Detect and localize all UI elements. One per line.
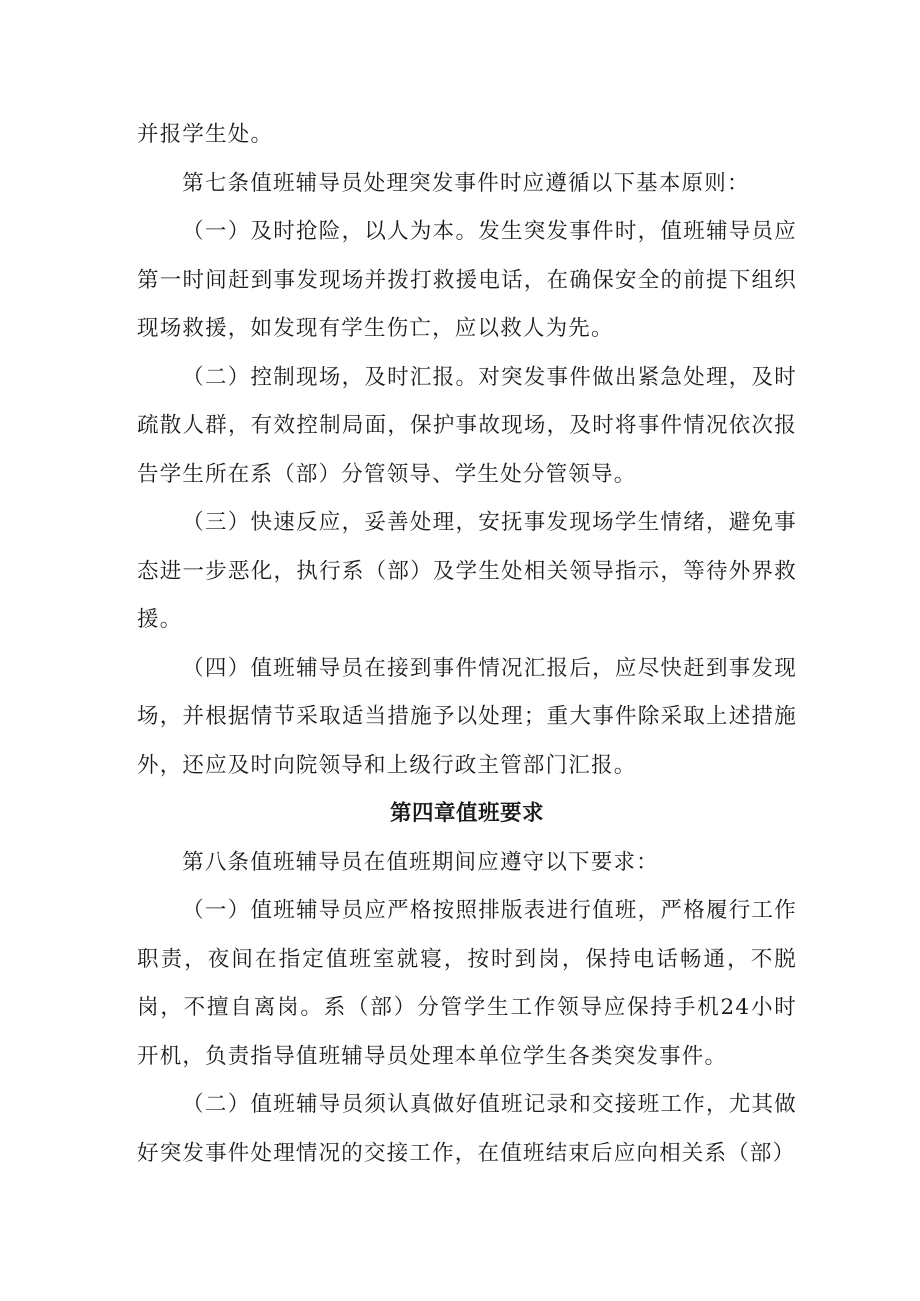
paragraph-continuation: 并报学生处。	[137, 122, 274, 147]
article-7-item-1: （一）及时抢险，以人为本。发生突发事件时，值班辅导员应第一时间赶到事发现场并拨打救援电话，在确保安全的前提下组织现场救援，如发现有学生伤亡，应以救人为先。	[137, 219, 797, 341]
article-7-item-3: （三）快速反应，妥善处理，安抚事发现场学生情绪，避免事态进一步恶化，执行系（部）及学生处相关领导指示，等待外界救援。	[137, 510, 797, 632]
article-7-item-2: （二）控制现场，及时汇报。对突发事件做出紧急处理，及时疏散人群，有效控制局面，保护事故现场，及时将事件情况依次报告学生所在系（部）分管领导、学生处分管领导。	[137, 364, 797, 487]
article-8-item-1: （一）值班辅导员应严格按照排版表进行值班，严格履行工作职责，夜间在指定值班室就寝，按时到岗，保持电话畅通，不脱岗，不擅自离岗。系（部）分管学生工作领导应保持手机24小时开机，负责指导值班辅导员处理本单位学生各类突发事件。	[137, 898, 797, 1069]
document-body	[137, 111, 797, 1178]
article-7-item-4: （四）值班辅导员在接到事件情况汇报后，应尽快赶到事发现场，并根据情节采取适当措施予以处理；重大事件除采取上述措施外，还应及时向院领导和上级行政主管部门汇报。	[137, 655, 797, 778]
article-8-item-2: （二）值班辅导员须认真做好值班记录和交接班工作，尤其做好突发事件处理情况的交接工作，在值班结束后应向相关系（部）	[137, 1092, 797, 1166]
article-7: 第七条值班辅导员处理突发事件时应遵循以下基本原则：	[182, 170, 750, 196]
chapter-heading: 第四章值班要求	[389, 801, 544, 826]
article-8: 第八条值班辅导员在值班期间应遵守以下要求：	[182, 849, 659, 875]
